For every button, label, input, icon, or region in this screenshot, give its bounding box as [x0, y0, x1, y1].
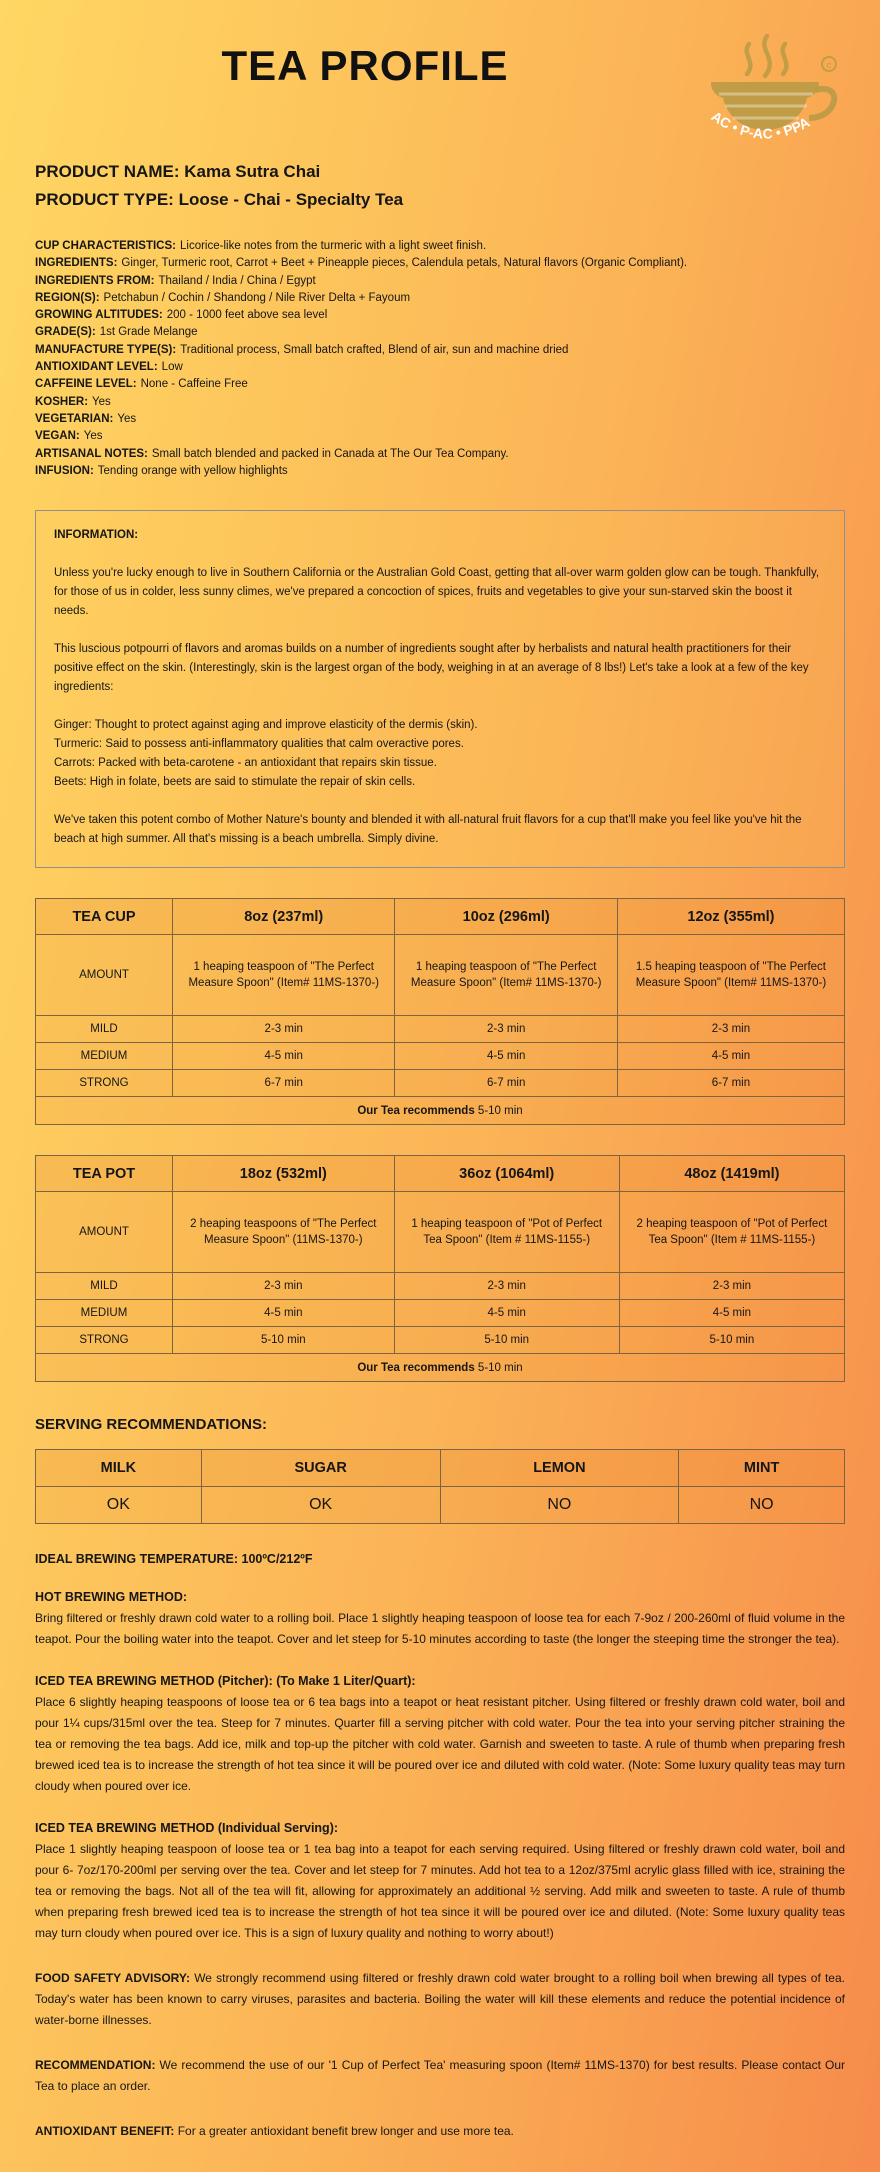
copyright-mark [822, 57, 836, 71]
attribute-value: 1st Grade Melange [99, 326, 198, 339]
strength-label: MILD [36, 1016, 173, 1043]
recommendation-bold: Our Tea recommends [357, 1104, 475, 1117]
steep-time: 5-10 min [619, 1327, 844, 1354]
amount-value: 2 heaping teaspoons of "The Perfect Measure Spoon" (11MS-1370-) [173, 1192, 395, 1273]
attribute-value: Yes [83, 430, 103, 443]
header [35, 0, 845, 150]
attribute-label: INGREDIENTS: [35, 257, 118, 270]
steam-icon [747, 36, 787, 76]
attribute-row [35, 290, 845, 307]
attribute-value: Low [161, 361, 183, 374]
recommendation-time: 5-10 min [477, 1104, 523, 1117]
antioxidant-benefit-label: ANTIOXIDANT BENEFIT: [35, 2124, 175, 2139]
attribute-row [35, 307, 845, 324]
serving-table [35, 1449, 845, 1524]
product-block [35, 158, 845, 214]
attributes-list [35, 238, 845, 480]
steep-time: 5-10 min [394, 1327, 619, 1354]
table-footer-row [36, 1354, 845, 1382]
attribute-label: VEGAN: [35, 430, 80, 443]
ingredient-line: Ginger: Thought to protect against aging and improve elasticity of the dermis (skin). [54, 719, 478, 732]
attribute-value: 200 - 1000 feet above sea level [166, 309, 328, 322]
amount-value: 1 heaping teaspoon of "Pot of Perfect Tea Spoon" (Item # 11MS-1155-) [394, 1192, 619, 1273]
food-safety-label: FOOD SAFETY ADVISORY: [35, 1971, 191, 1986]
steep-time: 2-3 min [395, 1016, 617, 1043]
recommendation-label: RECOMMENDATION: [35, 2058, 156, 2073]
attribute-label: CAFFEINE LEVEL: [35, 378, 137, 391]
attribute-label: ARTISANAL NOTES: [35, 447, 148, 460]
attribute-label: ANTIOXIDANT LEVEL: [35, 361, 158, 374]
attribute-row [35, 273, 845, 290]
recommendation-cell [36, 1097, 845, 1125]
steep-time: 4-5 min [173, 1300, 395, 1327]
hot-brewing-body: Bring filtered or freshly drawn cold water to a rolling boil. Place 1 slightly heaping teaspoon of loose tea for each 7-9oz / 200-260ml of fluid volume in the teapot. Pour the boiling water into the teapot. Cover and let steep for 5-10 minutes according to taste (the longer the steeping time the stronger the tea). [35, 1611, 845, 1647]
hot-brewing-method-section [35, 1590, 845, 1650]
serving-value: OK [36, 1487, 202, 1524]
attribute-row [35, 342, 845, 359]
strength-label: STRONG [36, 1327, 173, 1354]
antioxidant-benefit-text: For a greater antioxidant benefit brew longer and use more tea. [177, 2124, 514, 2139]
recommendation-time: 5-10 min [477, 1361, 523, 1374]
steep-time: 4-5 min [617, 1043, 844, 1070]
serving-column: SUGAR [201, 1450, 440, 1487]
amount-value: 1 heaping teaspoon of "The Perfect Measure Spoon" (Item# 11MS-1370-) [173, 935, 395, 1016]
amount-row [36, 1192, 845, 1273]
amount-value: 1 heaping teaspoon of "The Perfect Measure Spoon" (Item# 11MS-1370-) [395, 935, 617, 1016]
product-name-line [35, 158, 845, 186]
recommendation-bold: Our Tea recommends [357, 1361, 475, 1374]
attribute-row [35, 324, 845, 341]
information-heading: INFORMATION: [54, 529, 139, 542]
attribute-label: GROWING ALTITUDES: [35, 309, 163, 322]
attribute-value: Licorice-like notes from the turmeric with a light sweet finish. [180, 240, 487, 252]
attribute-label: INFUSION: [35, 464, 94, 477]
iced-tea-individual-section [35, 1821, 845, 1944]
attribute-row [35, 463, 845, 480]
steep-time: 4-5 min [619, 1300, 844, 1327]
size-header: 8oz (237ml) [173, 899, 395, 935]
steep-time: 6-7 min [617, 1070, 844, 1097]
iced-tea-pitcher-body: Place 6 slightly heaping teaspoons of loose tea or 6 tea bags into a teapot or heat resistant pitcher. Using filtered or freshly drawn cold water, boil and pour 1¼ cups/315ml over the tea. Steep for 7 minutes. Quarter fill a serving pitcher with cold water. Pour the tea into your serving pitcher straining the tea or removing the tea bags. Add ice, milk and top-up the pitcher with cold water. Garnish and sweeten to taste. A rule of thumb when preparing fresh brewed iced tea is to increase the strength of hot tea since it will be poured over ice and diluted with cold water. (Note: Some luxury quality teas may turn cloudy when poured over ice. [35, 1695, 845, 1794]
steep-time: 4-5 min [173, 1043, 395, 1070]
page-title: TEA PROFILE [221, 42, 509, 89]
steep-time: 4-5 min [394, 1300, 619, 1327]
recommendation-note [35, 2055, 845, 2097]
iced-tea-individual-body: Place 1 slightly heaping teaspoon of loose tea or 1 tea bag into a teapot for each serving required. Using filtered or freshly drawn cold water, boil and pour 6- 7oz/170-200ml per serving over the tea. Cover and let steep for 7 minutes. Add hot tea to a 12oz/375ml acrylic glass filled with ice, straining the tea or removing the bags. Not all of the tea will fit, allowing for approximately an additional ½ serving. Add milk and sweeten to taste. A rule of thumb when preparing fresh brewed iced tea is to increase the strength of hot tea since it will be poured over ice and diluted. (Note: Some luxury quality teas may turn cloudy when poured over ice. This is a sign of luxury quality and nothing to worry about!) [35, 1842, 845, 1941]
steep-time: 5-10 min [173, 1327, 395, 1354]
attribute-value: Petchabun / Cochin / Shandong / Nile River Delta + Fayoum [103, 291, 411, 304]
product-type-line [35, 186, 845, 214]
key-ingredients-lines [54, 716, 826, 792]
amount-row [36, 935, 845, 1016]
steep-time: 2-3 min [394, 1273, 619, 1300]
size-header: 18oz (532ml) [173, 1156, 395, 1192]
iced-tea-pitcher-section [35, 1674, 845, 1797]
recommendation-cell [36, 1354, 845, 1382]
attribute-row [35, 238, 845, 255]
attribute-value: Yes [117, 412, 137, 425]
size-header: 36oz (1064ml) [394, 1156, 619, 1192]
attribute-value: Small batch blended and packed in Canada at The Our Tea Company. [151, 447, 509, 460]
strength-label: MILD [36, 1273, 173, 1300]
size-header: 10oz (296ml) [395, 899, 617, 935]
steep-time: 6-7 min [395, 1070, 617, 1097]
steep-time: 2-3 min [617, 1016, 844, 1043]
attribute-label: MANUFACTURE TYPE(S): [35, 343, 177, 356]
temperature-value: 100ºC/212ºF [241, 1552, 313, 1567]
serving-header-row [36, 1450, 845, 1487]
information-box [35, 510, 845, 868]
attribute-label: INGREDIENTS FROM: [35, 274, 155, 287]
steep-time: 2-3 min [173, 1016, 395, 1043]
food-safety-text: We strongly recommend using filtered or freshly drawn cold water brought to a rolling boil when brewing all types of tea. Today's water has been known to carry viruses, parasites and bacteria. Boiling the water will kill these elements and reduce the potential incidence of water-borne illnesses. [35, 1971, 845, 2028]
amount-label: AMOUNT [36, 935, 173, 1016]
strength-row-medium [36, 1300, 845, 1327]
serving-column: MILK [36, 1450, 202, 1487]
temperature-label: IDEAL BREWING TEMPERATURE: [35, 1552, 239, 1567]
attribute-label: KOSHER: [35, 395, 89, 408]
size-header: 12oz (355ml) [617, 899, 844, 935]
strength-row-medium [36, 1043, 845, 1070]
strength-label: MEDIUM [36, 1043, 173, 1070]
ingredient-line: Carrots: Packed with beta-carotene - an antioxidant that repairs skin tissue. [54, 757, 437, 770]
antioxidant-benefit-note [35, 2121, 845, 2142]
attribute-value: Thailand / India / China / Egypt [158, 274, 316, 287]
table-header-row [36, 1156, 845, 1192]
iced-tea-individual-heading: ICED TEA BREWING METHOD (Individual Serving): [35, 1821, 339, 1836]
serving-recommendations-heading: SERVING RECOMMENDATIONS: [35, 1416, 267, 1434]
steep-time: 4-5 min [395, 1043, 617, 1070]
serving-value: NO [440, 1487, 679, 1524]
steep-time: 2-3 min [173, 1273, 395, 1300]
attribute-value: Traditional process, Small batch crafted, Blend of air, sun and machine dried [180, 343, 569, 356]
tea-pot-title-cell: TEA POT [36, 1156, 173, 1192]
product-name-value: Kama Sutra Chai [184, 162, 321, 181]
recommendation-text: We recommend the use of our '1 Cup of Perfect Tea' measuring spoon (Item# 11MS-1370) for best results. Please contact Our Tea to place an order. [35, 2058, 846, 2094]
serving-value-row [36, 1487, 845, 1524]
tea-cup-table [35, 898, 845, 1125]
strength-label: MEDIUM [36, 1300, 173, 1327]
product-type-value: Loose - Chai - Specialty Tea [178, 190, 404, 209]
serving-value: OK [201, 1487, 440, 1524]
tea-cup-title-cell: TEA CUP [36, 899, 173, 935]
product-type-label: PRODUCT TYPE: [35, 190, 174, 209]
ingredient-line: Turmeric: Said to possess anti-inflammatory qualities that calm overactive pores. [54, 738, 464, 751]
attribute-label: CUP CHARACTERISTICS: [35, 240, 176, 252]
attribute-row [35, 428, 845, 445]
attribute-value: Tending orange with yellow highlights [97, 464, 288, 477]
ingredient-line: Beets: High in folate, beets are said to stimulate the repair of skin cells. [54, 776, 416, 789]
steep-time: 2-3 min [619, 1273, 844, 1300]
strength-row-strong [36, 1327, 845, 1354]
table-footer-row [36, 1097, 845, 1125]
serving-value: NO [679, 1487, 845, 1524]
serving-column: MINT [679, 1450, 845, 1487]
table-header-row [36, 899, 845, 935]
hot-brewing-heading: HOT BREWING METHOD: [35, 1590, 188, 1605]
svg-text:c: c [826, 60, 832, 70]
attribute-row [35, 394, 845, 411]
iced-tea-pitcher-heading: ICED TEA BREWING METHOD (Pitcher): (To Make 1 Liter/Quart): [35, 1674, 416, 1689]
amount-value: 2 heaping teaspoon of "Pot of Perfect Tea Spoon" (Item # 11MS-1155-) [619, 1192, 844, 1273]
attribute-value: Yes [92, 395, 111, 408]
information-paragraph-3: We've taken this potent combo of Mother Nature's bounty and blended it with all-natural fruit flavors for a cup that'll make you feel like you've hit the beach at high summer. All that's missing is a beach umbrella. Simply divine. [54, 814, 802, 846]
product-name-label: PRODUCT NAME: [35, 162, 180, 181]
serving-column: LEMON [440, 1450, 679, 1487]
attribute-label: VEGETARIAN: [35, 412, 114, 425]
logo-arc-text: AC • P-AC • PPA [708, 107, 813, 142]
information-paragraph-2: This luscious potpourri of flavors and aromas builds on a number of ingredients sought after by herbalists and natural health practitioners for their positive effect on the skin. (Interestingly, skin is the largest organ of the body, weighing in at an average of 8 lbs!) Let's take a look at a few of the key ingredients: [54, 643, 809, 694]
strength-row-mild [36, 1273, 845, 1300]
tea-pot-table [35, 1155, 845, 1382]
attribute-row [35, 446, 845, 463]
amount-label: AMOUNT [36, 1192, 173, 1273]
tea-cup-logo-icon [681, 30, 851, 155]
size-header: 48oz (1419ml) [619, 1156, 844, 1192]
attribute-row [35, 376, 845, 393]
attribute-row [35, 359, 845, 376]
attribute-value: Ginger, Turmeric root, Carrot + Beet + Pineapple pieces, Calendula petals, Natural flavors (Organic Compliant). [121, 257, 688, 270]
amount-value: 1.5 heaping teaspoon of "The Perfect Measure Spoon" (Item# 11MS-1370-) [617, 935, 844, 1016]
strength-row-strong [36, 1070, 845, 1097]
attribute-value: None - Caffeine Free [140, 378, 248, 391]
strength-label: STRONG [36, 1070, 173, 1097]
attribute-row [35, 411, 845, 428]
attribute-label: REGION(S): [35, 291, 100, 304]
strength-row-mild [36, 1016, 845, 1043]
ideal-brewing-temperature [35, 1552, 845, 1566]
attribute-row [35, 255, 845, 272]
steep-time: 6-7 min [173, 1070, 395, 1097]
information-paragraph-1: Unless you're lucky enough to live in Southern California or the Australian Gold Coast, getting that all-over warm golden glow can be tough. Thankfully, for those of us in colder, less sunny climes, we've prepared a concoction of spices, fruits and vegetables to give your sun-starved skin the boost it needs. [54, 567, 820, 618]
attribute-label: GRADE(S): [35, 326, 96, 339]
